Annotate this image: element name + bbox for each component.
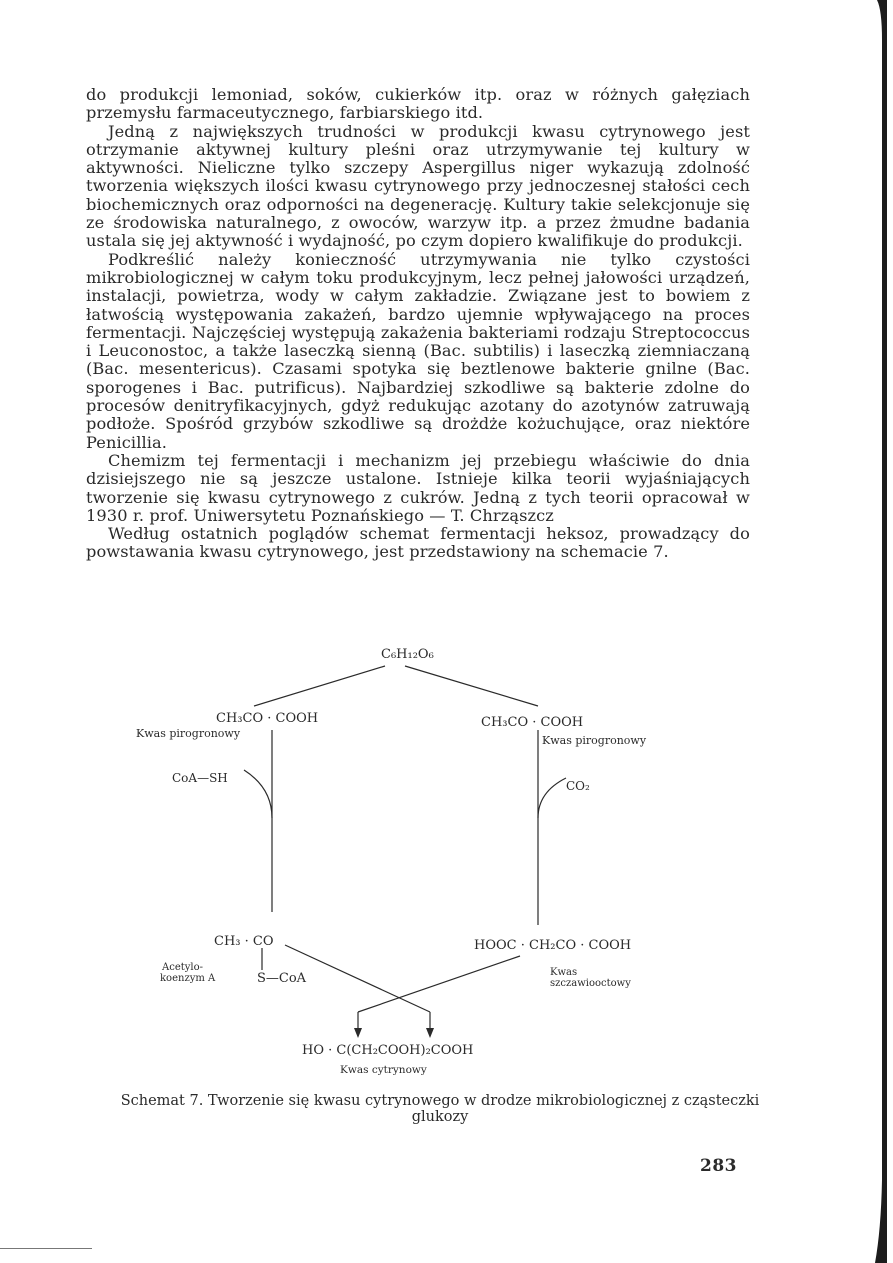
acetyl-coa-bottom: S—CoA — [257, 971, 307, 986]
right-arrowhead — [426, 1028, 434, 1038]
acetyl-coa-label-2: koenzym A — [160, 973, 216, 984]
page-number: 283 — [700, 1156, 737, 1176]
oxaloacetate-to-citric-line — [358, 956, 520, 1012]
body-text — [86, 86, 750, 562]
pyruvate-left-label: Kwas pirogronowy — [136, 727, 241, 740]
paragraph-1: do produkcji lemoniad, soków, cukierków itp. oraz w różnych gałęziach przemysłu farmaceutycznego, farbiarskiego itd. — [86, 85, 750, 123]
paragraph-2: Jedną z największych trudności w produkcji kwasu cytrynowego jest otrzymanie aktywnej kultury pleśni oraz utrzymywanie tej kultury w aktywności. Nieliczne tylko szczepy Aspergillus niger wykazują zdolność tworzenia większych ilości kwasu cytrynowego przy jednoczesnej stałości cech biochemicznych oraz odporności na degenerację. Kultury takie selekcjonuje się ze środowiska naturalnego, z owoców, warzyw itp. a przez żmudne badania ustala się jej aktywność i wydajność, po czym dopiero kwalifikuje do produkcji. — [86, 121, 750, 251]
co2-curve — [538, 778, 566, 818]
coa-sh-label: CoA—SH — [172, 771, 228, 785]
coa-sh-curve — [244, 770, 272, 818]
co2-label: CO₂ — [566, 779, 590, 793]
paragraph-4: Chemizm tej fermentacji i mechanizm jej przebiegu właściwie do dnia dzisiejszego nie są jeszcze ustalone. Istnieje kilka teorii wyjaśniających tworzenie się kwasu cytrynowego z cukrów. Jedną z tych teorii opracował w 1930 r. prof. Uniwersytetu Poznańskiego — T. Chrząszcz — [86, 450, 750, 525]
citric-acid-scheme — [0, 640, 893, 1090]
citric-acid-label: Kwas cytrynowy — [340, 1064, 427, 1076]
left-arrowhead — [354, 1028, 362, 1038]
acetyl-coa-top: CH₃ · CO — [214, 934, 274, 949]
paragraph-3: Podkreślić należy konieczność utrzymywania nie tylko czystości mikrobiologicznej w całym toku produkcyjnym, lecz pełnej jałowości urządzeń, instalacji, powietrza, wody w całym zakładzie. Związane jest to bowiem z łatwością występowania zakażeń, bardzo ujemnie wpływającego na proces fermentacji. Najczęściej występują zakażenia bakteriami rodzaju Streptococcus i Leuconostoc, a także laseczką sienną (Bac. subtilis) i laseczką ziemniaczaną (Bac. mesentericus). Czasami spotyka się beztlenowe bakterie gnilne (Bac. sporogenes i Bac. putrificus). Najbardziej szkodliwe są bakterie zdolne do procesów denitryfikacyjnych, gdyż redukując azotany do azotynów zatruwają podłoże. Spośród grzybów szkodliwe są drożdże kożuchujące, oraz niektóre Penicillia. — [86, 249, 750, 452]
pyruvate-right-formula: CH₃CO · COOH — [481, 715, 584, 730]
paragraph-5: Według ostatnich poglądów schemat fermentacji heksoz, prowadzący do powstawania kwasu cytrynowego, jest przedstawiony na schemacie 7. — [86, 524, 750, 562]
glucose-to-left-arrow — [254, 666, 385, 706]
scheme-caption: Schemat 7. Tworzenie się kwasu cytrynowego w drodze mikrobiologicznej z cząsteczki glukozy — [120, 1093, 760, 1125]
pyruvate-right-label: Kwas pirogronowy — [542, 734, 647, 747]
glucose-to-right-arrow — [405, 666, 538, 706]
oxaloacetic-formula: HOOC · CH₂CO · COOH — [474, 938, 632, 953]
citric-acid-formula: HO · C(CH₂COOH)₂COOH — [302, 1043, 474, 1058]
oxaloacetic-label-2: szczawiooctowy — [550, 978, 631, 989]
acetyl-coa-label-1: Acetylo- — [162, 962, 204, 973]
glucose-formula: C₆H₁₂O₆ — [381, 647, 434, 662]
oxaloacetic-label-1: Kwas — [550, 967, 578, 978]
pyruvate-left-formula: CH₃CO · COOH — [216, 711, 319, 726]
page-bottom-rule — [0, 1248, 92, 1249]
acetyl-to-citric-line — [285, 945, 430, 1012]
